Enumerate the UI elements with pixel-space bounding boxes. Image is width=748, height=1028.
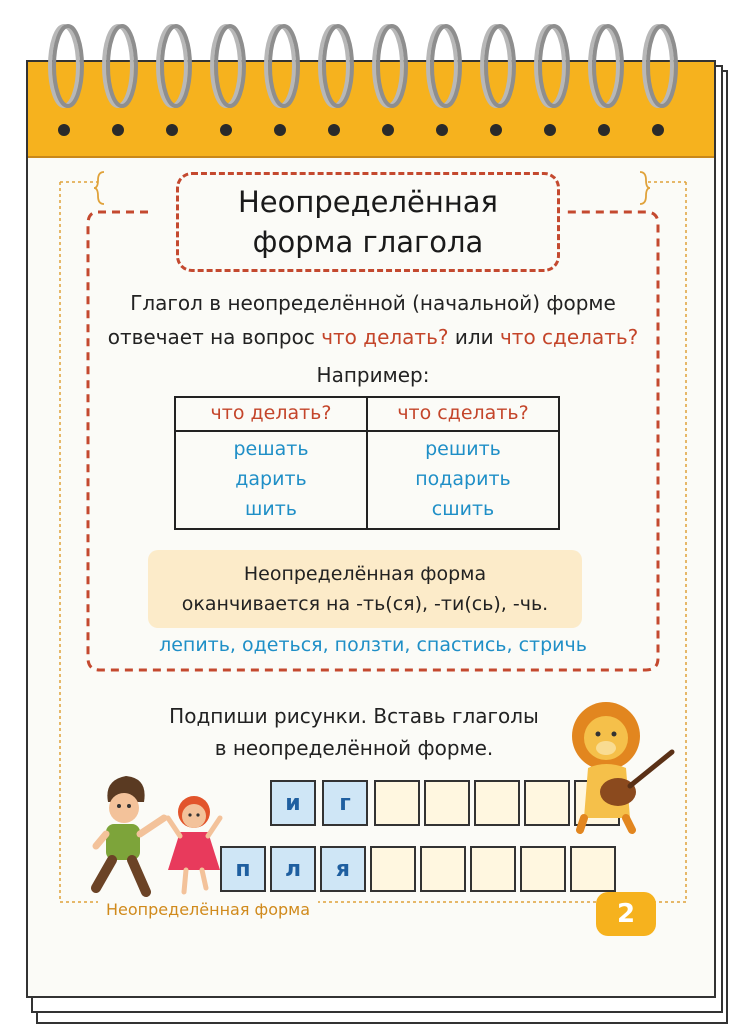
col2-word: решить [425,438,501,460]
examples-row: лепить, одеться, ползти, спастись, стричь [159,634,587,656]
workbook-page [26,60,716,998]
blank-cell[interactable] [520,846,566,892]
footer-label: Неопределённая форма [106,900,311,919]
ring [104,26,136,106]
ring [644,26,676,106]
col2-header: что сделать? [397,402,529,424]
endings-line-1: Неопределённая форма [243,563,487,585]
blank-cell[interactable] [424,780,470,826]
blank-cell[interactable] [374,780,420,826]
letter-cell: п [220,846,266,892]
ring [320,26,352,106]
question-1: что делать? [321,325,449,349]
task-line-2: в неопределённой форме. [214,736,494,760]
lion-illustration [560,698,684,838]
title-line-1: Неопределённая [237,185,498,219]
ring [428,26,460,106]
ring [50,26,82,106]
page-number-badge: 2 [596,892,656,936]
rule-line-1: Глагол в неопределённой (начальной) форме [130,291,616,315]
spiral-binding [28,4,718,144]
question-2: что сделать? [499,325,639,349]
boy-figure [96,776,164,892]
blank-cell[interactable] [570,846,616,892]
col1-word: шить [245,498,297,520]
blank-cell[interactable] [474,780,520,826]
ring [536,26,568,106]
col1-word: дарить [235,468,307,490]
rule-mid: или [454,325,494,349]
endings-box [148,550,582,628]
letter-cell: л [270,846,316,892]
ring [482,26,514,106]
title-line-2: форма глагола [252,225,484,259]
ring [212,26,244,106]
col1-word: решать [233,438,309,460]
example-label: Например: [316,363,430,387]
blank-cell[interactable] [370,846,416,892]
example-table [174,396,560,530]
guitar-icon [600,778,636,806]
blank-cell[interactable] [420,846,466,892]
col2-word: сшить [431,498,495,520]
ring [266,26,298,106]
task-line-1: Подпиши рисунки. Вставь глаголы [169,704,539,728]
ring [374,26,406,106]
rule-line-2 [88,320,658,354]
dancers-illustration [80,742,230,902]
letter-cell: г [322,780,368,826]
col1-header: что делать? [210,402,332,424]
col2-word: подарить [415,468,511,490]
ring [158,26,190,106]
title-box [176,172,560,272]
endings-line-2: оканчивается на -ть(ся), -ти(сь), -чь. [181,593,549,615]
letter-cell: и [270,780,316,826]
girl-figure [168,796,220,892]
blank-cell[interactable] [470,846,516,892]
rule-prefix: отвечает на вопрос [107,325,315,349]
ring [590,26,622,106]
letter-cell: я [320,846,366,892]
